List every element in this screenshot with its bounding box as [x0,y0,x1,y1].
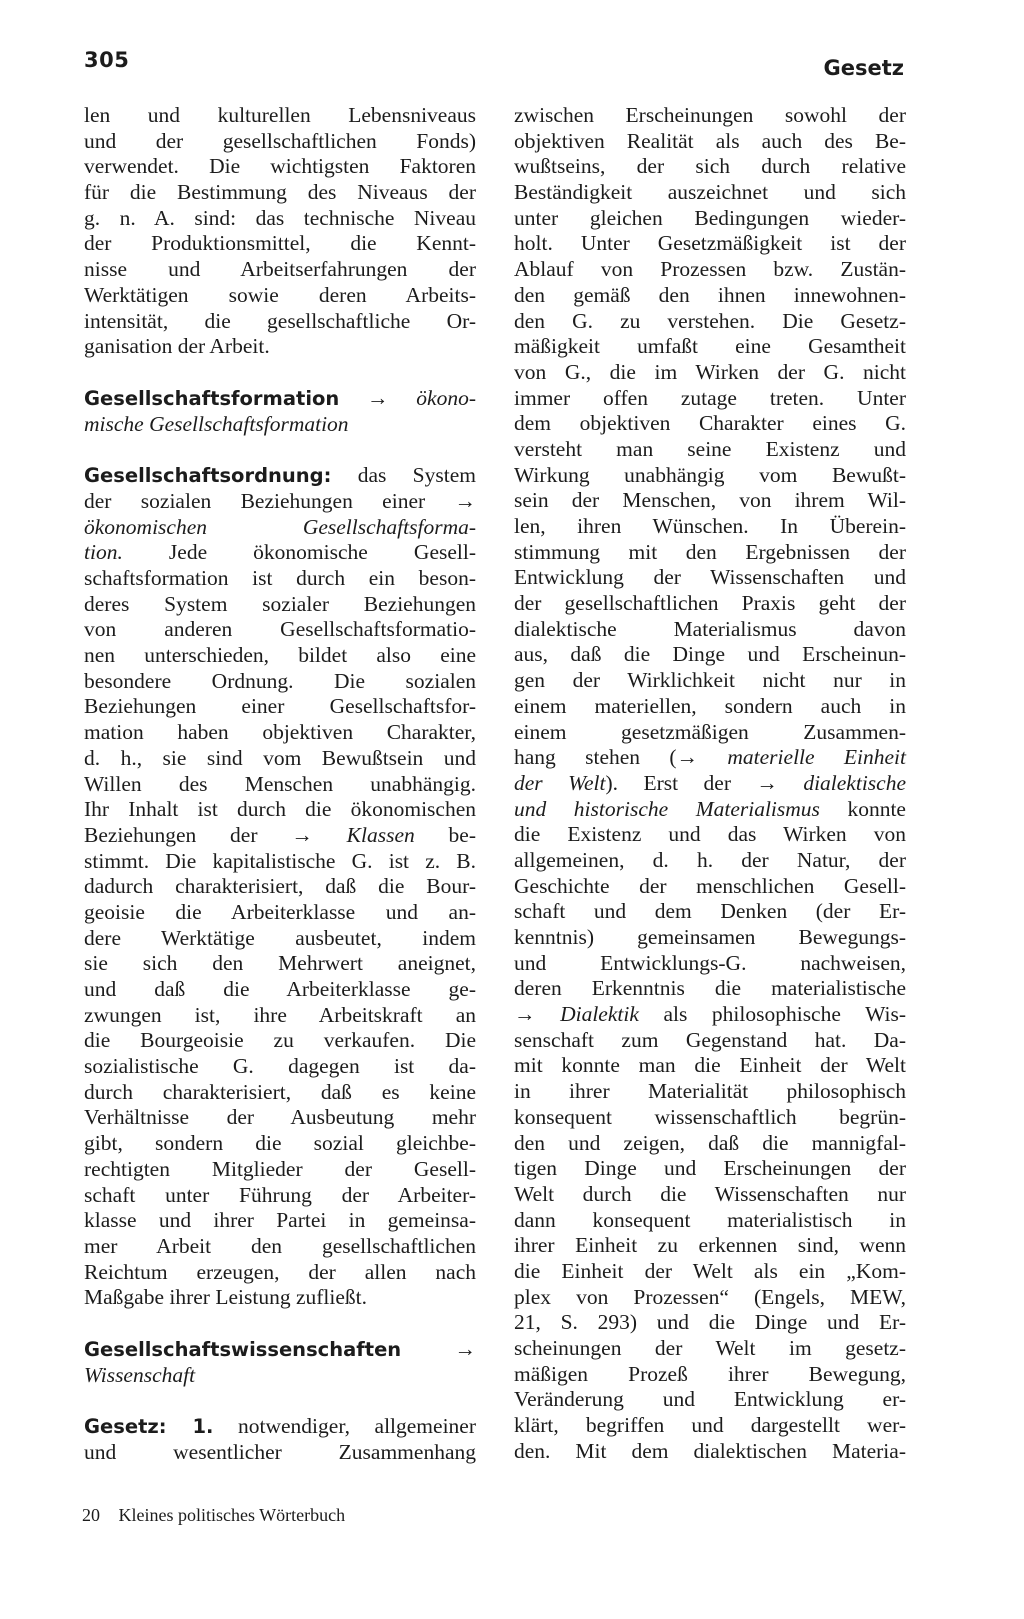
paragraph-gap [84,1388,476,1414]
right-column-text-line: holt. Unter Gesetzmäßigkeit ist der [514,231,906,256]
page-footer [82,1505,345,1526]
left-column-text-line: mation haben objektiven Charakter, [84,720,476,745]
left-column-text-line: tion. Jede ökonomische Gesell- [84,540,476,565]
left-column-text-line: d. h., sie sind vom Bewußtsein und [84,745,476,770]
left-column-text-line: und wesentlicher Zusammenhang [84,1440,476,1464]
left-column-text-line: schaftsformation ist durch ein beson- [84,566,476,590]
left-column-text-line: rechtigten Mitglieder der Gesell- [84,1156,476,1181]
paragraph-gap [84,437,476,463]
right-column-text-line: mit konnte man die Einheit der Welt [514,1053,906,1078]
right-column-text-line: unter gleichen Bedingungen wieder- [514,205,906,230]
left-column-text-line: dere Werktätige ausbeutet, indem [84,925,476,950]
right-column-text-line: mäßigen Prozeß ihrer Bewegung, [514,1361,906,1386]
right-column-text-line: sein der Menschen, von ihrem Wil- [514,488,906,513]
right-column-text-line: Geschichte der menschlichen Gesell- [514,873,906,898]
left-column-text-line: verwendet. Die wichtigsten Faktoren [84,154,476,179]
right-column-text-line: den. Mit dem dialektischen Materia- [514,1438,906,1463]
left-column-text-line: und der gesellschaftlichen Fonds) [84,128,476,153]
left-column-text-line: durch charakterisiert, daß es keine [84,1079,476,1104]
left-column-text-line: Gesetz: 1. notwendiger, allgemeiner [84,1414,476,1439]
left-column-text-line: Willen des Menschen unabhängig. [84,771,476,796]
right-column-text-line: dialektische Materialismus davon [514,616,906,641]
paragraph-gap [84,1311,476,1337]
right-column-text-line: Veränderung und Entwicklung er- [514,1387,906,1412]
left-column-text-line: Wissenschaft [84,1362,196,1387]
page-number: 305 [84,48,130,72]
right-column-text-line: den und zeigen, daß die mannigfal- [514,1130,906,1155]
left-column-text-line: len und kulturellen Lebensniveaus [84,103,476,127]
left-column-text-line: Ihr Inhalt ist durch die ökonomischen [84,797,476,822]
right-column-text-line: den gemäß den ihnen innewohnen- [514,282,906,307]
right-column-text-line: den G. zu verstehen. Die Gesetz- [514,308,906,333]
right-column-text-line: Welt durch die Wissenschaften nur [514,1181,906,1206]
right-column-text-line: die Einheit der Welt als ein „Kom- [514,1258,906,1283]
left-column-text-line: g. n. A. sind: das technische Niveau [84,205,476,230]
right-column-text-line: deren Erkenntnis die materialistische [514,976,906,1001]
right-column-text-line: gen der Wirklichkeit nicht nur in [514,668,906,693]
right-column-text-line: → Dialektik als philosophische Wis- [514,1002,907,1027]
right-column-text-line: dann konsequent materialistisch in [514,1207,906,1232]
left-column-text-line: Reichtum erzeugen, der allen nach [84,1259,476,1284]
left-column-text-line: besondere Ordnung. Die sozialen [84,668,476,693]
left-column-text-line: Maßgabe ihrer Leistung zufließt. [84,1285,367,1310]
left-column-text-line: schaft unter Führung der Arbeiter- [84,1182,476,1207]
left-column-text-line: ökonomischen Gesellschaftsforma- [84,514,476,539]
left-column-text-line: Beziehungen der → Klassen be- [84,822,477,847]
right-column-text-line: plex von Prozessen“ (Engels, MEW, [514,1284,906,1309]
right-column-text-line: und historische Materialismus konnte [514,796,906,821]
right-column-text-line: der gesellschaftlichen Praxis geht der [514,591,906,616]
left-column-text-line: Gesellschaftsordnung: das System [84,463,476,488]
right-column-text-line: Ablauf von Prozessen bzw. Zustän- [514,257,906,282]
right-column-text-line: mäßigkeit umfaßt eine Gesamtheit [514,334,906,359]
right-column-text-line: und Entwicklungs-G. nachweisen, [514,950,906,975]
right-column-text-line: einem gesetzmäßigen Zusammen- [514,719,906,744]
right-column-text-line: von G., die im Wirken der G. nicht [514,359,906,384]
left-column-text-line: und daß die Arbeiterklasse ge- [84,977,476,1001]
left-column-text-line: Werktätigen sowie deren Arbeits- [84,282,476,307]
right-column-text-line: tigen Dinge und Erscheinungen der [514,1156,906,1181]
right-column-text-line: scheinungen der Welt im gesetz- [514,1336,906,1360]
right-column-text-line: konsequent wissenschaftlich begrün- [514,1104,906,1129]
left-column-text-line: Beziehungen einer Gesellschaftsfor- [84,694,476,719]
left-column-text-line: zwungen ist, ihre Arbeitskraft an [84,1002,476,1027]
right-column-text-line: senschaft zum Gegenstand hat. Da- [514,1027,906,1052]
left-column-text-line: nisse und Arbeitserfahrungen der [84,257,476,282]
right-column-text-line: in ihrer Materialität philosophisch [514,1079,906,1104]
right-column-text-line: len, ihren Wünschen. In Überein- [514,514,906,538]
right-column-text-line: hang stehen (→ materielle Einheit [514,745,906,770]
right-column-text-line: dem objektiven Charakter eines G. [514,411,906,436]
left-column-text-line: Gesellschaftsformation → ökono- [84,385,476,410]
right-column-text-line: zwischen Erscheinungen sowohl der [514,103,906,127]
paragraph-gap [84,360,476,386]
right-column-text-line: allgemeinen, d. h. der Natur, der [514,847,906,872]
left-column-text-line: stimmt. Die kapitalistische G. ist z. B. [84,848,476,873]
right-column-text-line: Entwicklung der Wissenschaften und [514,565,906,590]
right-column-text-line: aus, daß die Dinge und Erscheinun- [514,642,906,667]
left-column-text-line: der Produktionsmittel, die Kennt- [84,231,476,256]
left-column-text-line: sozialistische G. dagegen ist da- [84,1054,476,1079]
left-column-text-line: von anderen Gesellschaftsformatio- [84,617,476,642]
right-column-text-line: versteht man seine Existenz und [514,436,906,461]
left-column-text-line: für die Bestimmung des Niveaus der [84,180,476,205]
right-column-text-line: ihrer Einheit zu erkennen sind, wenn [514,1233,906,1258]
right-column-text-line: wußtseins, der sich durch relative [514,154,906,179]
left-column-text-line: nen unterschieden, bildet also eine [84,643,476,668]
right-column-text-line: der Welt). Erst der → dialektische [514,770,906,795]
left-column-text-line: intensität, die gesellschaftliche Or- [84,308,476,333]
left-column-text-line: Gesellschaftswissenschaften → [84,1336,476,1361]
left-column-text-line: sie sich den Mehrwert aneignet, [84,951,476,976]
left-column-text-line: deres System sozialer Beziehungen [84,591,476,616]
left-column-text-line: ganisation der Arbeit. [84,334,270,359]
left-column-text-line: klasse und ihrer Partei in gemeinsa- [84,1208,476,1233]
right-column-text-line: stimmung mit den Ergebnissen der [514,539,906,564]
right-column-text-line: schaft und dem Denken (der Er- [514,899,906,924]
left-column-text-line: geoisie die Arbeiterklasse und an- [84,899,476,924]
right-column-text-line: kenntnis) gemeinsamen Bewegungs- [514,925,906,949]
right-column-text-line: die Existenz und das Wirken von [514,822,906,847]
running-head: Gesetz [823,56,904,80]
left-column-text-line: die Bourgeoisie zu verkaufen. Die [84,1028,476,1053]
left-column-text-line: gibt, sondern die sozial gleichbe- [84,1131,476,1156]
left-column-text-line: der sozialen Beziehungen einer → [84,488,476,513]
right-column-text-line: einem materiellen, sondern auch in [514,693,906,718]
footer-book-title: Kleines politisches Wörterbuch [118,1505,346,1525]
right-column-text-line: klärt, begriffen und dargestellt wer- [514,1413,906,1438]
right-column-text-line: Beständigkeit auszeichnet und sich [514,180,906,205]
right-column-text-line: 21, S. 293) und die Dinge und Er- [514,1310,906,1335]
footer-sheet-number: 20 [82,1505,100,1525]
right-column-text-line: objektiven Realität als auch des Be- [514,128,906,153]
right-text-column [514,103,906,1464]
left-column-text-line: Verhältnisse der Ausbeutung mehr [84,1105,476,1130]
left-column-text-line: mische Gesellschaftsformation [84,411,349,436]
right-column-text-line: Wirkung unabhängig vom Bewußt- [514,462,906,487]
left-column-text-line: mer Arbeit den gesellschaftlichen [84,1233,476,1258]
left-text-column [84,103,476,1466]
right-column-text-line: immer offen zutage treten. Unter [514,385,906,410]
left-column-text-line: dadurch charakterisiert, daß die Bour- [84,874,476,899]
